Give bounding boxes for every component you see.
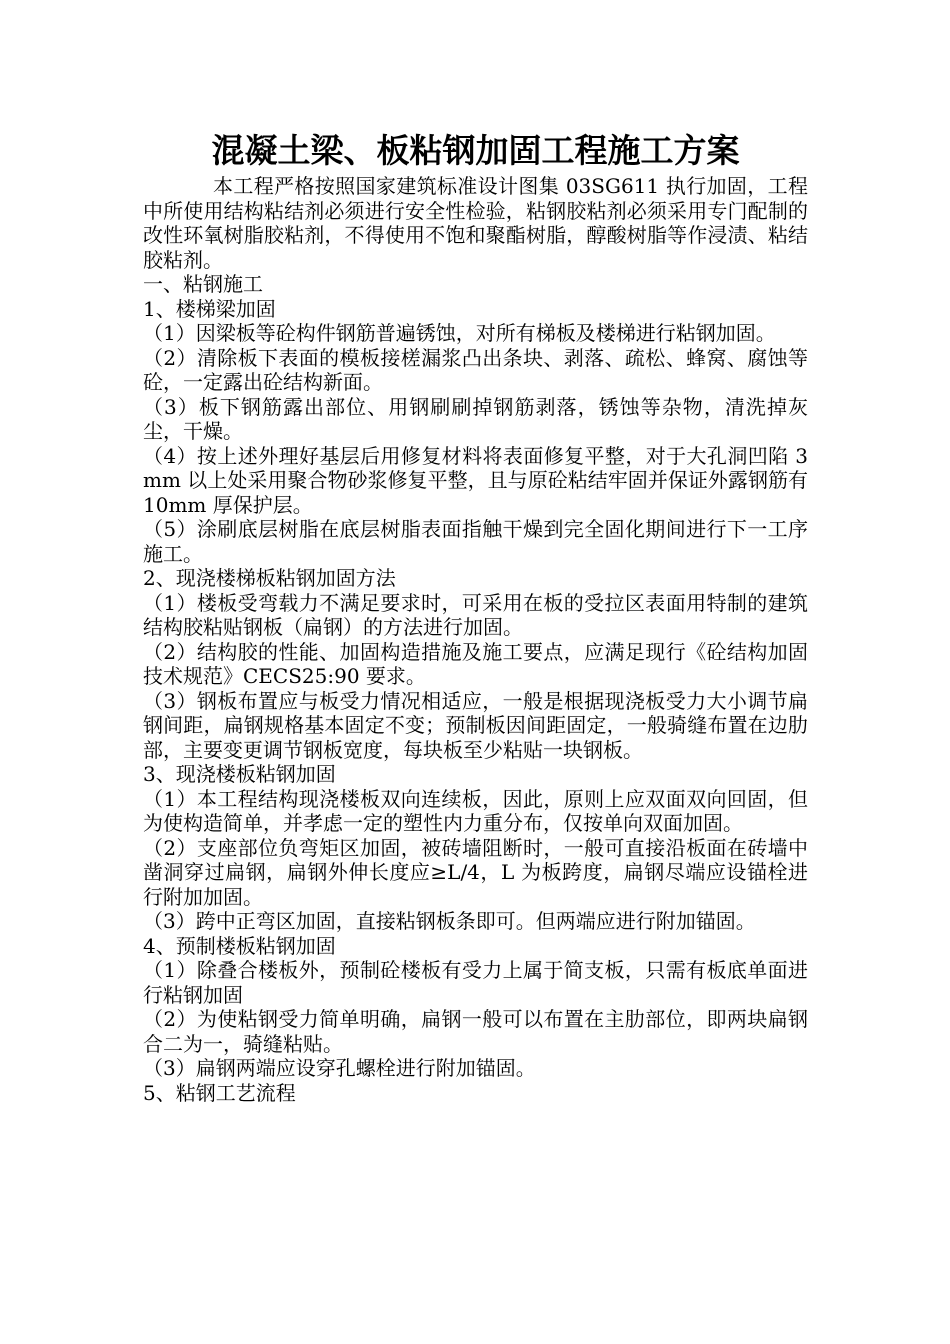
paragraph: （3）板下钢筋露出部位、用钢刷刷掉钢筋剥落，锈蚀等杂物，清洗掉灰尘，干燥。 xyxy=(143,394,808,443)
paragraph: 1、楼梯梁加固 xyxy=(143,296,276,321)
paragraph: 3、现浇楼板粘钢加固 xyxy=(143,762,336,786)
paragraph: 2、现浇楼梯板粘钢加固方法 xyxy=(143,566,396,590)
paragraph-list xyxy=(143,174,808,1105)
paragraph: （1）本工程结构现浇楼板双向连续板，因此，原则上应双面双向回固，但为使构造简单，并孝虑一定的塑性内力重分布，仅按单向双面加固。 xyxy=(143,786,808,835)
paragraph: 5、粘钢工艺流程 xyxy=(143,1080,296,1105)
paragraph: （1）除叠合楼板外，预制砼楼板有受力上属于简支板，只需有板底单面进行粘钢加固 xyxy=(143,958,808,1007)
document-body xyxy=(143,128,808,1105)
paragraph: （1）因梁板等砼构件钢筋普遍锈蚀，对所有梯板及楼梯进行粘钢加固。 xyxy=(143,321,776,345)
paragraph: （2）为使粘钢受力简单明确，扁钢一般可以布置在主肋部位，即两块扁钢合二为一，骑缝粘贴。 xyxy=(143,1007,808,1056)
paragraph: （3）跨中正弯区加固，直接粘钢板条即可。但两端应进行附加锚固。 xyxy=(143,909,756,933)
paragraph: 4、预制楼板粘钢加固 xyxy=(143,933,336,958)
paragraph: （2）支座部位负弯矩区加固，被砖墙阻断时，一般可直接沿板面在砖墙中凿洞穿过扁钢，扁钢外伸长度应≥L/4，L 为板跨度，扁钢尽端应设锚栓进行附加加固。 xyxy=(143,835,808,909)
paragraph: （3）扁钢两端应设穿孔螺栓进行附加锚固。 xyxy=(143,1056,536,1080)
paragraph: （2）清除板下表面的模板接槎漏浆凸出条块、剥落、疏松、蜂窝、腐蚀等砼，一定露出砼结构新面。 xyxy=(143,345,808,394)
document-title: 混凝土梁、板粘钢加固工程施工方案 xyxy=(211,131,740,170)
paragraph: （4）按上述外理好基层后用修复材料将表面修复平整，对于大孔洞凹陷 3mm 以上处采用聚合物砂浆修复平整，且与原砼粘结牢固并保证外露钢筋有 10mm 厚保护层。 xyxy=(143,443,808,517)
paragraph: （5）涂刷底层树脂在底层树脂表面指触干燥到完全固化期间进行下一工序施工。 xyxy=(143,517,808,566)
paragraph: （3）钢板布置应与板受力情况相适应，一般是根据现浇板受力大小调节扁钢间距，扁钢规格基本固定不变；预制板因间距固定，一般骑缝布置在边肋部，主要变更调节钢板宽度，每块板至少粘贴一块钢板。 xyxy=(143,688,808,762)
paragraph: （2）结构胶的性能、加固构造措施及施工要点，应满足现行《砼结构加固技术规范》CECS25:90 要求。 xyxy=(143,639,808,688)
paragraph: （1）楼板受弯载力不满足要求时，可采用在板的受拉区表面用特制的建筑结构胶粘贴钢板（扁钢）的方法进行加固。 xyxy=(143,590,808,639)
paragraph: 本工程严格按照国家建筑标准设计图集 03SG611 执行加固，工程中所使用结构粘结剂必须进行安全性检验，粘钢胶粘剂必须采用专门配制的改性环氧树脂胶粘剂，不得使用不饱和聚酯树脂，醇酸树脂等作浸渍、粘结胶粘剂。 xyxy=(143,174,808,272)
paragraph: 一、粘钢施工 xyxy=(143,272,263,296)
